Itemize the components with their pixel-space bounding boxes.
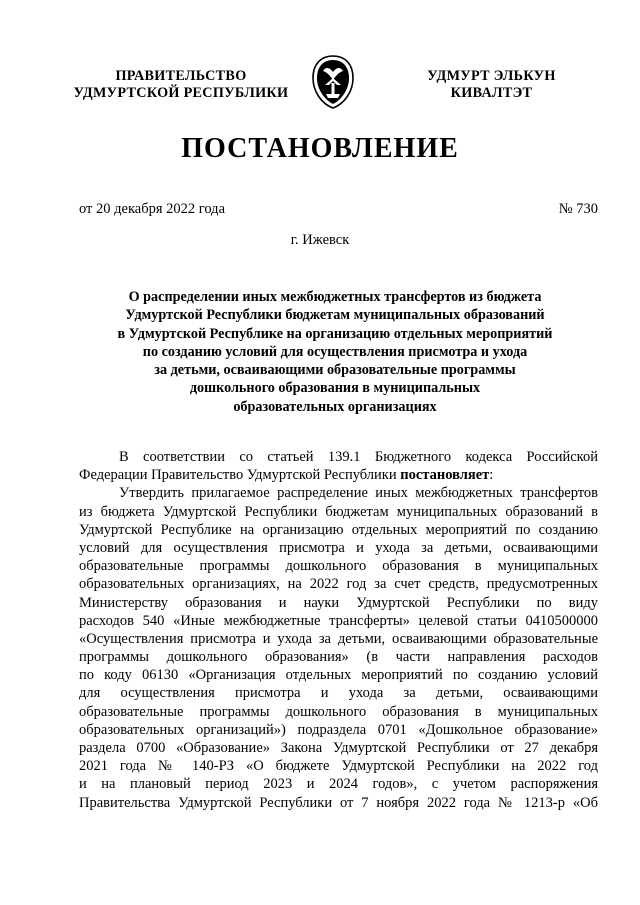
- subject-line: по созданию условий для осуществления присмотра и ухода: [142, 343, 528, 360]
- body-line: «Осуществления присмотра и ухода за детьми, осваивающими образовательные: [79, 630, 598, 647]
- document-subject: [90, 288, 580, 416]
- issuer-line: ПРАВИТЕЛЬСТВО: [115, 68, 247, 84]
- subject-line: Удмуртской Республики бюджетам муниципальных образований: [125, 307, 545, 324]
- body-text-run: :: [489, 467, 494, 484]
- body-line: образовательные программы дошкольного образования в муниципальных: [79, 558, 598, 575]
- subject-line: дошкольного образования в муниципальных: [189, 380, 481, 397]
- issuer-line: УДМУРТСКОЙ РЕСПУБЛИКИ: [73, 85, 289, 101]
- document-city: г. Ижевск: [290, 232, 350, 248]
- body-line: образовательных организациях, на 2022 год за счет средств, предусмотренных: [79, 576, 598, 593]
- body-line: расходов 540 «Иные межбюджетные трансферты» целевой статьи 0410500000: [79, 612, 598, 629]
- document-body: [79, 448, 598, 812]
- decree-keyword: постановляет: [400, 467, 490, 484]
- subject-line: О распределении иных межбюджетных трансфертов из бюджета: [128, 289, 542, 305]
- subject-line: в Удмуртской Республике на организацию отдельных мероприятий: [117, 325, 553, 342]
- body-line: для осуществления присмотра и ухода за детьми, осваивающими: [79, 685, 598, 702]
- body-line: по коду 06130 «Организация отдельных мероприятий по созданию условий: [79, 667, 598, 684]
- udmurt-coat-of-arms-icon: [311, 54, 355, 110]
- body-line: раздела 0700 «Образование» Закона Удмуртской Республики от 27 декабря: [79, 740, 598, 756]
- issuer-line: КИВАЛТЭТ: [450, 85, 533, 101]
- body-line: и на плановый период 2023 и 2024 годов», с учетом распоряжения: [79, 776, 598, 793]
- date-number-line: [79, 201, 598, 218]
- body-line: В соответствии со статьей 139.1 Бюджетного кодекса Российской: [119, 449, 598, 465]
- body-line: из бюджета Удмуртской Республики бюджетам муниципальных образований в: [79, 503, 598, 520]
- document-type-title: ПОСТАНОВЛЕНИЕ: [181, 133, 459, 164]
- document-date: от 20 декабря 2022 года: [79, 201, 225, 217]
- body-line: Удмуртской Республике на организацию отдельных мероприятий по созданию: [79, 521, 598, 538]
- subject-line: за детьми, осваивающими образовательные программы: [154, 362, 516, 379]
- subject-line: образовательных организациях: [233, 398, 437, 415]
- body-text-run: Федерации Правительство Удмуртской Республики: [79, 467, 401, 484]
- body-line: Утвердить прилагаемое распределение иных межбюджетных трансфертов: [119, 485, 598, 502]
- document-number: № 730: [558, 201, 598, 217]
- issuer-name-russian: [66, 68, 296, 102]
- issuer-name-udmurt: [404, 68, 579, 102]
- body-line: условий для осуществления присмотра и ухода за детьми, осваивающими: [79, 539, 598, 556]
- body-line: [79, 466, 598, 484]
- issuer-line: УДМУРТ ЭЛЬКУН: [427, 68, 556, 84]
- body-line: образовательные программы дошкольного образования в муниципальных: [79, 703, 598, 720]
- body-line: 2021 года № 140-РЗ «О бюджете Удмуртской Республики на 2022 год: [79, 758, 598, 775]
- body-line: образовательных организаций») подраздела 0701 «Дошкольное образование»: [79, 721, 598, 738]
- body-line: Министерству образования и науки Удмуртской Республики по виду: [79, 594, 598, 611]
- body-line: Правительства Удмуртской Республики от 7 ноября 2022 года № 1213-р «Об: [79, 794, 598, 811]
- body-line: программы дошкольного образования» (в части направления расходов: [79, 649, 598, 666]
